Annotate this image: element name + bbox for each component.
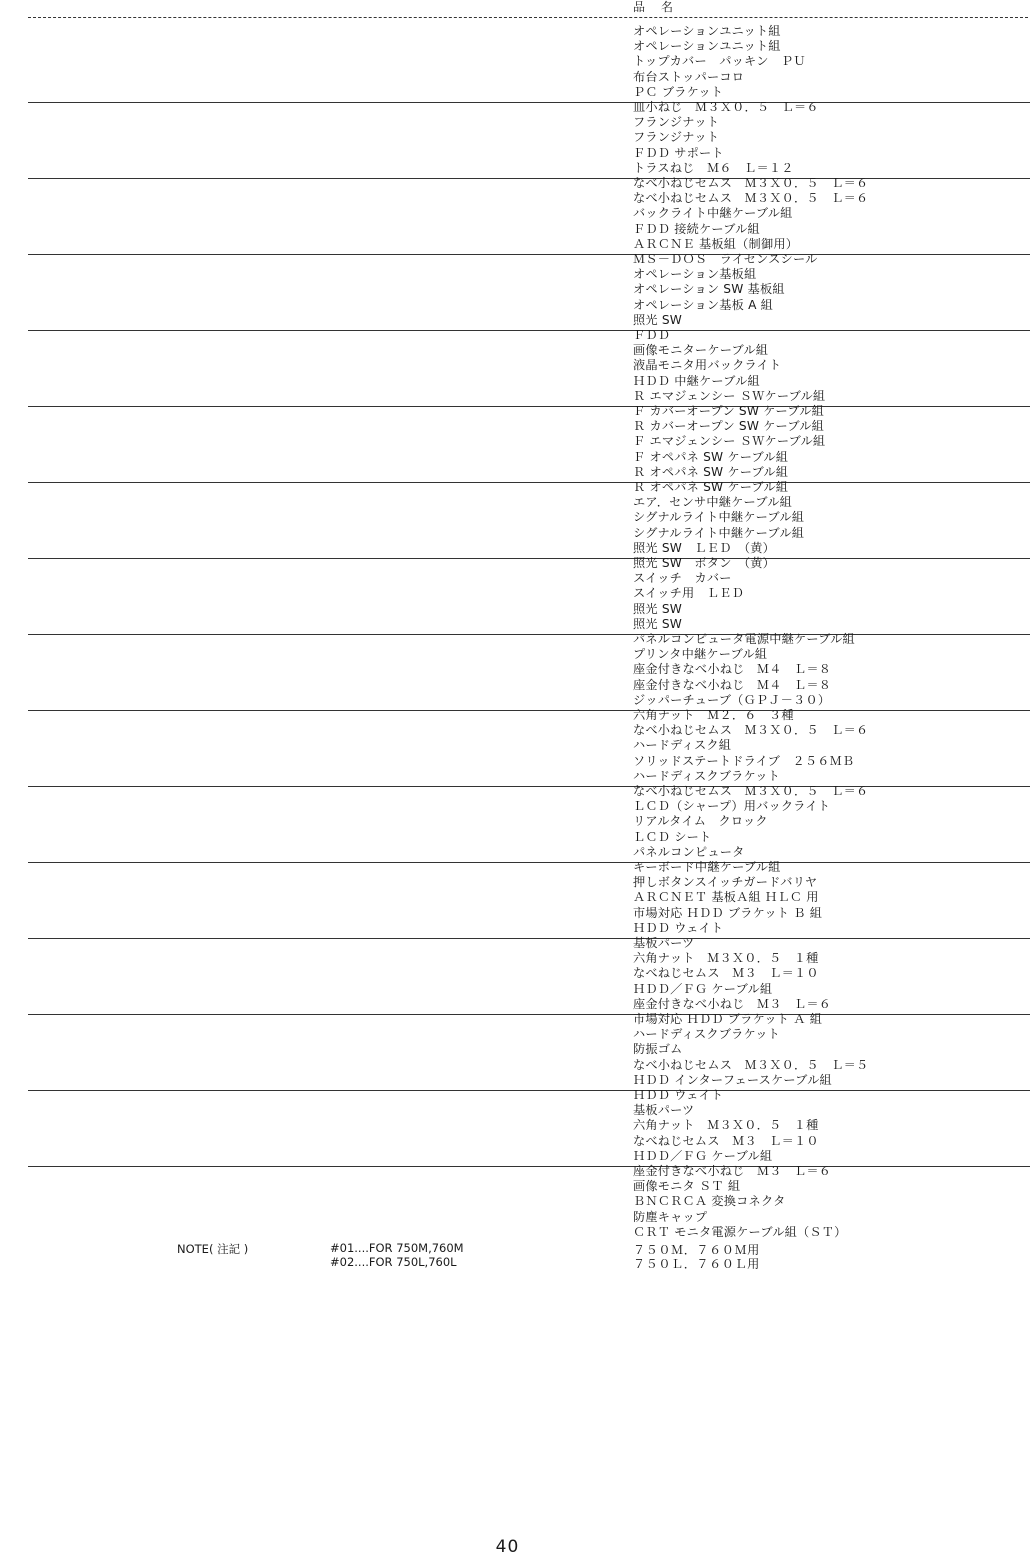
part-name: ジッパーチューブ（ＧＰＪ－３０） [633, 692, 831, 707]
part-name: パネルコンピュータ電源中継ケーブル組 [633, 632, 855, 646]
part-name: 基板パーツ [633, 1103, 695, 1118]
note-model: ７５０Ｌ．７６０Ｌ用 [633, 1257, 760, 1271]
note-label: NOTE( 注記 ) [177, 1242, 249, 1256]
part-name: ＣＲＴ モニタ電源ケーブル組（ＳＴ） [633, 1224, 847, 1239]
group-divider [28, 634, 1030, 635]
part-name: 六角ナット Ｍ３Ｘ０．５ １種 [633, 951, 819, 966]
group-divider [28, 786, 1030, 787]
part-name: ＨＤＤ ウェイト [633, 1088, 724, 1102]
group-divider [28, 482, 1030, 483]
part-name: ＬＣＤ シート [633, 829, 712, 844]
group-divider [28, 102, 1030, 103]
part-name: ＨＤＤ インターフェースケーブル組 [633, 1072, 832, 1087]
part-name: なべねじセムス Ｍ３ Ｌ＝１０ [633, 966, 819, 981]
note-line: #01....FOR 750M,760M [330, 1241, 464, 1255]
part-name: リアルタイム クロック [633, 814, 768, 829]
part-name: ＨＤＤ 中継ケーブル組 [633, 373, 760, 388]
part-name: ＦＤＤ サポート [633, 145, 724, 160]
part-name: なべ小ねじセムス Ｍ３Ｘ０．５ Ｌ＝６ [633, 784, 869, 798]
part-name: フランジナット [633, 115, 720, 130]
part-name: 液晶モニタ用バックライト [633, 358, 782, 373]
part-name: なべ小ねじセムス Ｍ３Ｘ０．５ Ｌ＝６ [633, 723, 869, 738]
part-name: 六角ナット Ｍ３Ｘ０．５ １種 [633, 1118, 819, 1133]
group-divider [28, 710, 1030, 711]
part-name: オペレーションユニット組 [633, 24, 781, 38]
part-name: オペレーション基板 A 組 [633, 297, 774, 312]
group-divider [28, 862, 1030, 863]
note-model: ７５０Ｍ．７６０Ｍ用 [633, 1243, 760, 1257]
part-name: 座金付きなべ小ねじ Ｍ３ Ｌ＝６ [633, 1164, 832, 1178]
part-name: 六角ナット Ｍ２．６ ３種 [633, 708, 794, 722]
note-line: #02....FOR 750L,760L [330, 1255, 457, 1269]
part-name: ＬＣＤ（シャープ）用バックライト [633, 799, 831, 814]
part-name: 照光 SW [633, 312, 683, 327]
part-name: なべ小ねじセムス Ｍ３Ｘ０．５ Ｌ＝６ [633, 191, 869, 206]
part-name: トラスねじ Ｍ６ Ｌ＝１２ [633, 160, 794, 175]
part-name: 座金付きなべ小ねじ Ｍ４ Ｌ＝８ [633, 677, 832, 692]
part-name: なべ小ねじセムス Ｍ３Ｘ０．５ Ｌ＝６ [633, 176, 869, 190]
part-name: トップカバー パッキン ＰＵ [633, 54, 806, 69]
part-name: Ｒ カバーオープン SW ケーブル組 [633, 419, 825, 434]
part-name: ＰＣ ブラケット [633, 84, 724, 99]
part-name: 座金付きなべ小ねじ Ｍ３ Ｌ＝６ [633, 996, 832, 1011]
group-divider [28, 330, 1030, 331]
part-name: 押しボタンスイッチガードバリヤ [633, 875, 818, 890]
part-name: ＦＤＤ 接続ケーブル組 [633, 221, 760, 236]
part-name: 防塵キャップ [633, 1209, 708, 1224]
group-divider [28, 938, 1030, 939]
part-name: ソリッドステートドライブ ２５６ＭＢ [633, 753, 855, 768]
part-name: プリンタ中継ケーブル組 [633, 647, 768, 662]
group-divider [28, 558, 1030, 559]
part-name: 市場対応 ＨＤＤ ブラケット Ａ 組 [633, 1012, 823, 1026]
part-name: スイッチ用 ＬＥＤ [633, 586, 744, 601]
column-title: 品 名 [633, 0, 676, 14]
part-name: 照光 SW [633, 601, 683, 616]
part-name: Ｒ エマジェンシー ＳＷケーブル組 [633, 388, 826, 403]
part-name: フランジナット [633, 130, 720, 145]
part-name: 照光 SW ボタン （黄） [633, 556, 776, 570]
part-name: シグナルライト中継ケーブル組 [633, 510, 805, 525]
part-name: なべねじセムス Ｍ３ Ｌ＝１０ [633, 1133, 819, 1148]
group-divider [28, 178, 1030, 179]
part-name: ＢＮＣＲＣＡ 変換コネクタ [633, 1194, 786, 1209]
part-name: ＡＲＣＮＥＴ 基板Ａ組 ＨＬＣ 用 [633, 890, 819, 905]
part-name: シグナルライト中継ケーブル組 [633, 525, 805, 540]
part-name: 市場対応 ＨＤＤ ブラケット Ｂ 組 [633, 905, 823, 920]
part-name: オペレーション SW 基板組 [633, 282, 785, 297]
part-name: 防振ゴム [633, 1042, 683, 1057]
part-name: 照光 SW [633, 616, 683, 631]
header-divider [28, 17, 1028, 18]
group-divider [28, 406, 1030, 407]
group-divider [28, 254, 1030, 255]
part-name: オペレーションユニット組 [633, 39, 781, 54]
part-name: スイッチ カバー [633, 571, 732, 586]
part-name: ハードディスクブラケット [633, 768, 781, 783]
group-divider [28, 1014, 1030, 1015]
part-name: 基板パーツ [633, 936, 695, 950]
part-name: ハードディスクブラケット [633, 1027, 781, 1042]
part-name: ＨＤＤ／ＦＧ ケーブル組 [633, 981, 773, 996]
part-name: バックライト中継ケーブル組 [633, 206, 793, 221]
part-name: ＨＤＤ ウェイト [633, 920, 724, 935]
part-name: Ｆ オペパネ SW ケーブル組 [633, 449, 789, 464]
part-name: 布台ストッパーコロ [633, 69, 745, 84]
part-name: パネルコンピュータ [633, 844, 745, 859]
part-name: Ｆ カバーオープン SW ケーブル組 [633, 404, 825, 418]
part-name: 照光 SW ＬＥＤ （黄） [633, 540, 776, 555]
group-divider [28, 1166, 1030, 1167]
part-name: ＦＤＤ [633, 328, 671, 342]
part-name: キーボード中継ケーブル組 [633, 860, 781, 874]
part-name: なべ小ねじセムス Ｍ３Ｘ０．５ Ｌ＝５ [633, 1057, 869, 1072]
part-name: ＭＳ－ＤＯＳ ライセンスシール [633, 252, 818, 266]
part-name: 座金付きなべ小ねじ Ｍ４ Ｌ＝８ [633, 662, 832, 677]
part-name: エア．センサ中継ケーブル組 [633, 495, 792, 510]
part-name: Ｒ オペパネ SW ケーブル組 [633, 480, 789, 494]
part-name: 皿小ねじ Ｍ３Ｘ０．５ Ｌ＝６ [633, 100, 819, 114]
part-name: オペレーション基板組 [633, 267, 757, 282]
part-name: 画像モニターケーブル組 [633, 343, 769, 358]
part-name: 画像モニタ ＳＴ 組 [633, 1179, 741, 1194]
part-name: Ｆ エマジェンシー ＳＷケーブル組 [633, 434, 826, 449]
part-name: ＡＲＣＮＥ 基板組（制御用） [633, 236, 799, 251]
part-name: Ｒ オペパネ SW ケーブル組 [633, 464, 789, 479]
part-name: ＨＤＤ／ＦＧ ケーブル組 [633, 1148, 773, 1163]
page-number: 40 [495, 1537, 520, 1557]
part-name: ハードディスク組 [633, 738, 732, 753]
group-divider [28, 1090, 1030, 1091]
